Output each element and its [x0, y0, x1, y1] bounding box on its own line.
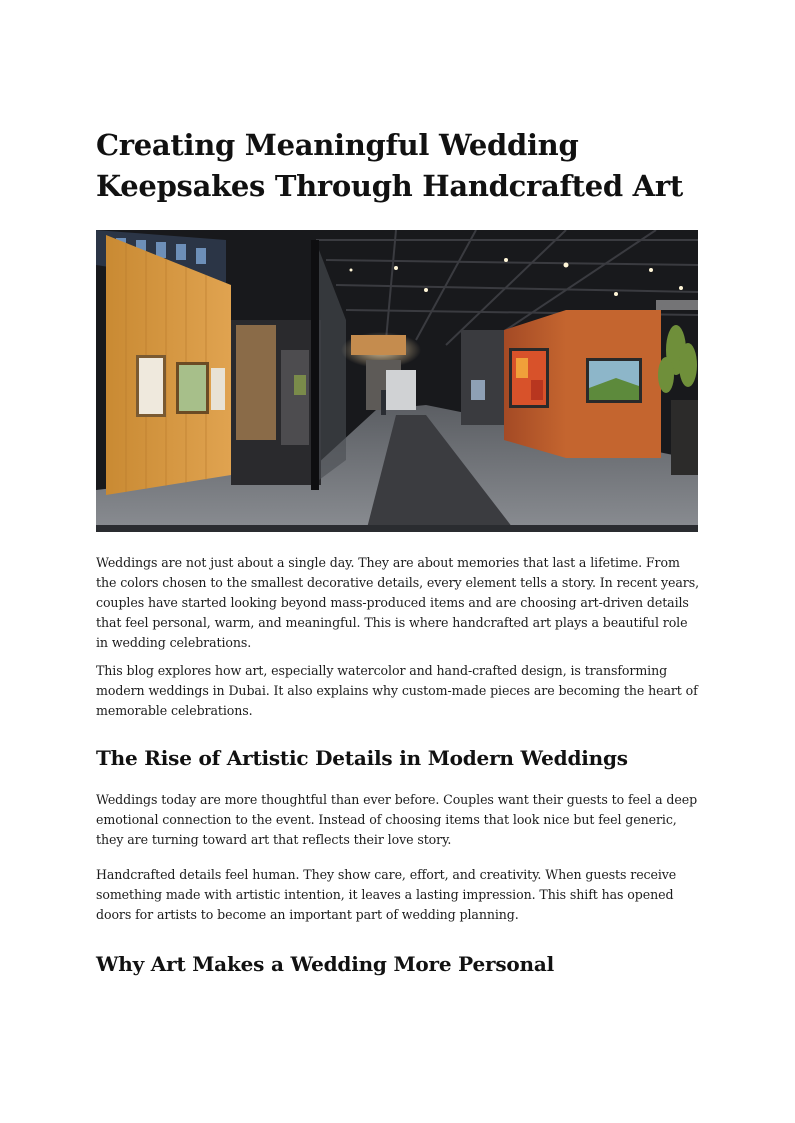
section-paragraph: Handcrafted details feel human. They show care, effort, and creativity. When guests receive something made with artistic intention, it leaves a lasting impression. This shift has opened doors for artists to become an important part of wedding planning. [96, 867, 677, 922]
intro-paragraph: Weddings are not just about a single day. They are about memories that last a lifetime. From the colors chosen to the smallest decorative details, every element tells a story. In recent years, couples have started looking beyond mass-produced items and are choosing art-driven details that feel personal, warm, and meaningful. This is where handcrafted art plays a beautiful role in wedding celebrations. [96, 555, 699, 650]
section-heading-personal: Why Art Makes a Wedding More Personal [96, 952, 555, 976]
section-heading-rise: The Rise of Artistic Details in Modern Weddings [96, 746, 628, 770]
article [96, 125, 700, 979]
blog-scope-paragraph: This blog explores how art, especially watercolor and hand-crafted design, is transforming modern weddings in Dubai. It also explains why custom-made pieces are becoming the heart of memorable celebrations. [96, 663, 698, 718]
hero-image [96, 230, 698, 532]
gallery-photo-icon [96, 230, 698, 532]
page-title: Creating Meaningful Wedding Keepsakes Through Handcrafted Art [96, 128, 683, 203]
section-paragraph: Weddings today are more thoughtful than ever before. Couples want their guests to feel a deep emotional connection to the event. Instead of choosing items that look nice but feel generic, they are turning toward art that reflects their love story. [96, 792, 698, 847]
